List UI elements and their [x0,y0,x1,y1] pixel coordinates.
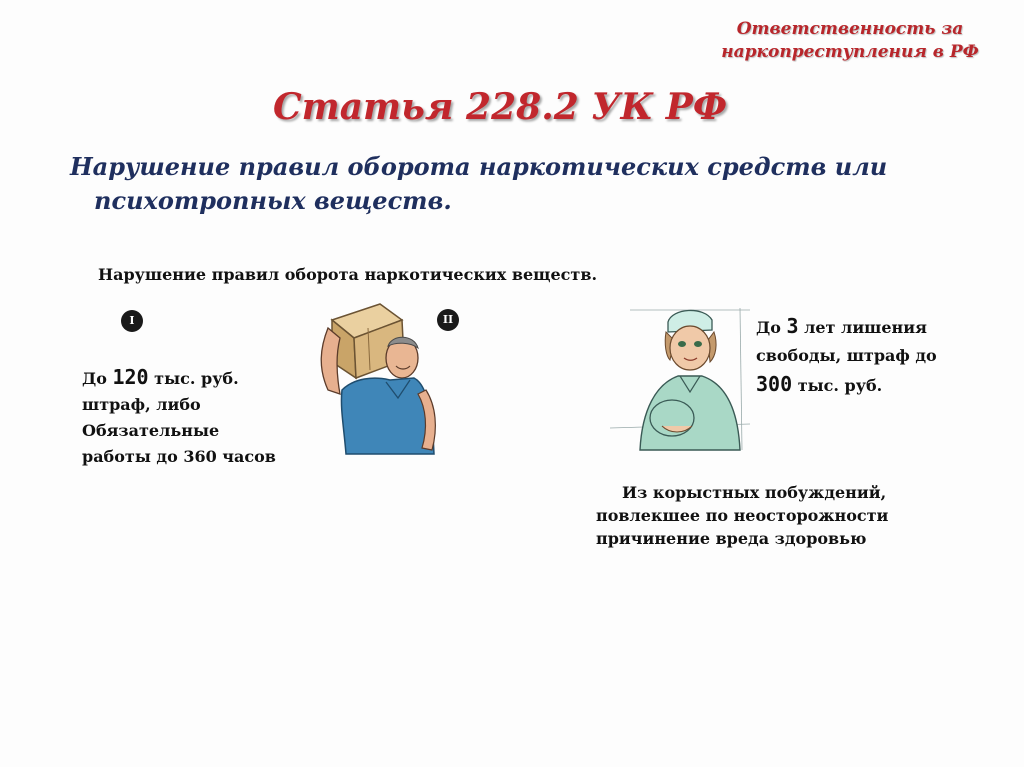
page-title: Статья 228.2 УК РФ [272,86,728,128]
corner-title-line2: наркопреступления в РФ [721,42,979,62]
penalty-left-line2: штраф, либо [82,395,201,414]
penalty-right-line3-rest: тыс. руб. [792,376,883,395]
marker-one-icon: I [121,310,143,332]
penalty-right-years: 3 [786,314,799,338]
penalty-left-line3: Обязательные [82,421,220,440]
aggravating-note-line2: повлекшее по неосторожности [596,506,889,525]
aggravating-note-line3: причинение вреда здоровью [596,529,867,548]
penalty-right-prefix: До [756,318,787,337]
penalty-left-prefix: До [82,369,113,388]
subtitle-line2: психотропных веществ. [94,186,452,215]
penalty-right-line1-rest: лет лишения [798,318,927,337]
penalty-right [756,312,1006,400]
penalty-left-amount: 120 [112,365,149,389]
corner-title [690,18,1010,64]
subtitle [70,150,990,218]
corner-title-line1: Ответственность за [736,19,964,39]
penalty-left-line1-rest: тыс. руб. [148,369,239,388]
subtitle-line1: Нарушение правил оборота наркотических средств или [70,152,888,181]
medical-worker-illustration [600,300,760,458]
penalty-left-line4: работы до 360 часов [82,447,276,466]
aggravating-note [596,481,976,550]
section-label: Нарушение правил оборота наркотических веществ. [98,265,598,284]
penalty-right-amount: 300 [756,372,793,396]
aggravating-note-line1: Из корыстных побуждений, [622,483,887,502]
marker-two-icon: II [437,309,459,331]
penalty-left [82,364,342,470]
penalty-right-line2: свободы, штраф до [756,346,937,365]
